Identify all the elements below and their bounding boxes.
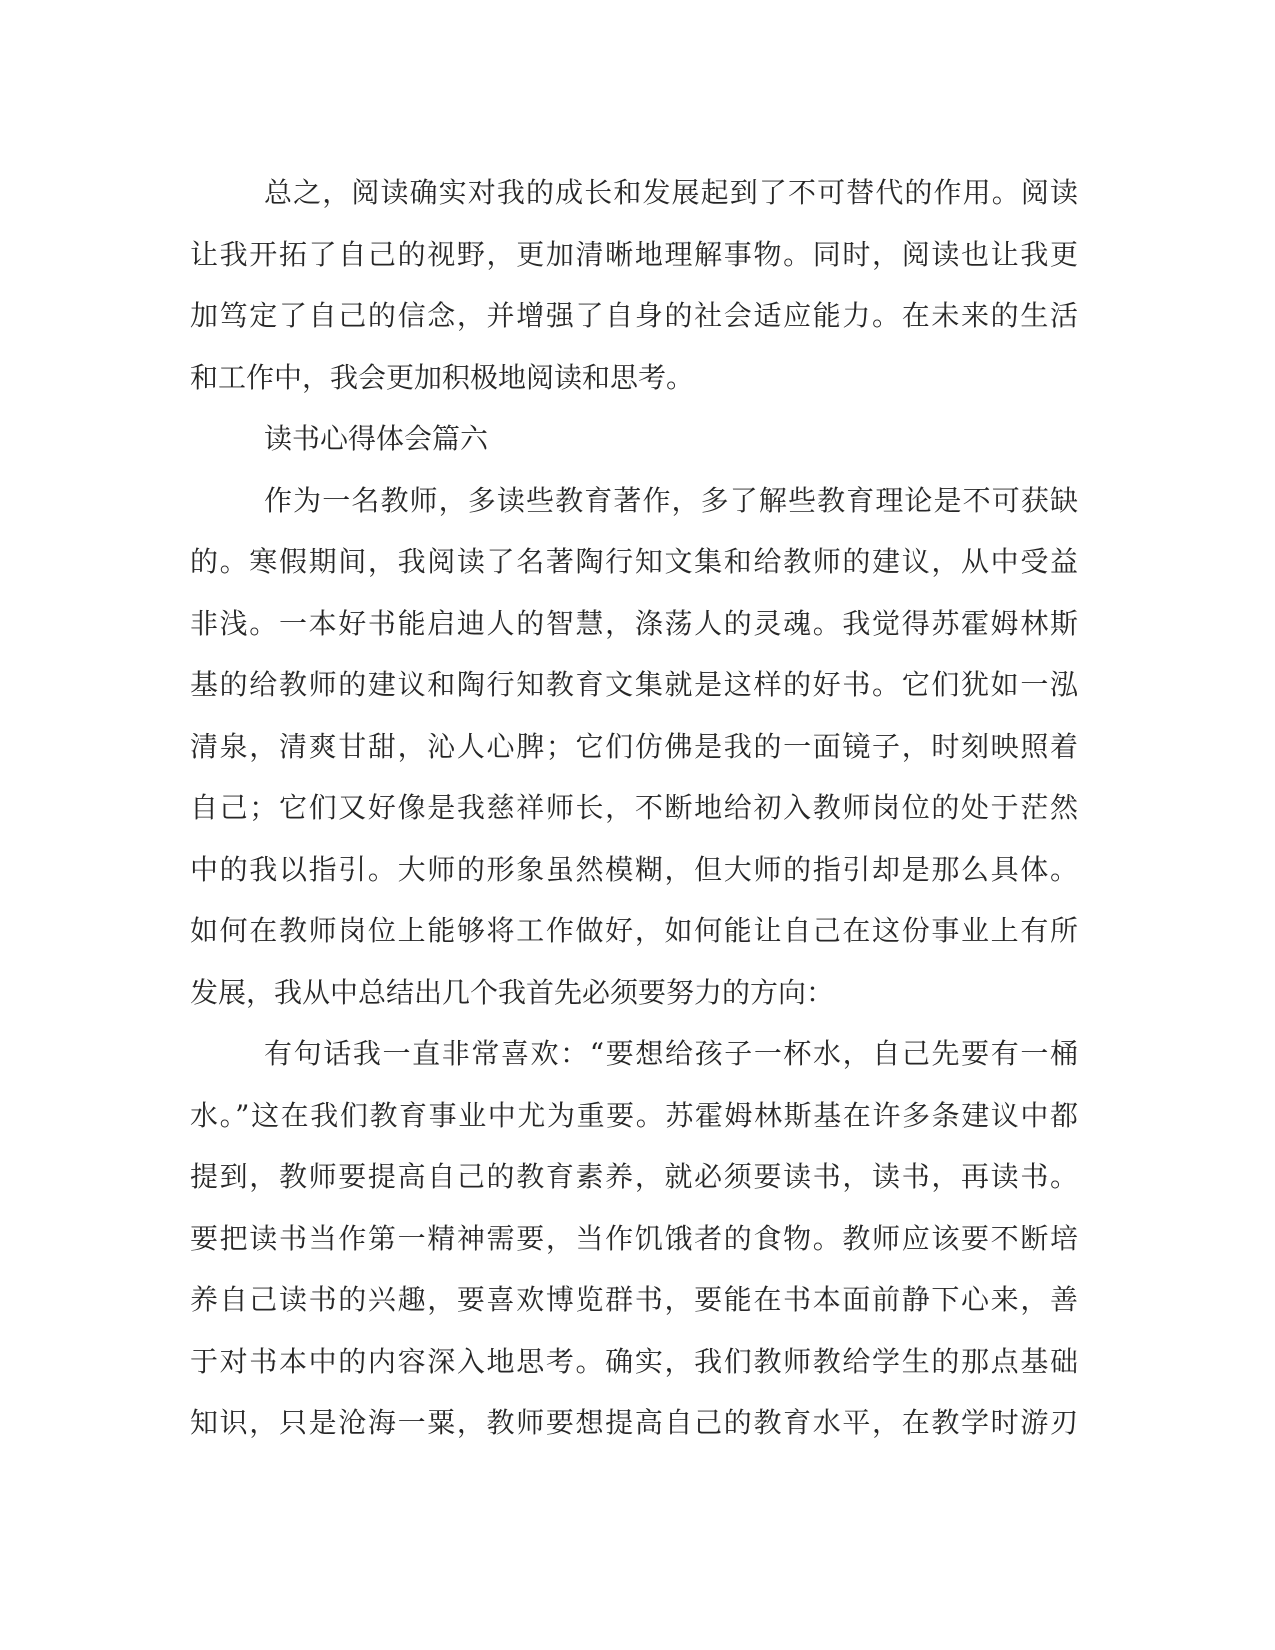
text-line: 加笃定了自己的信念，并增强了自身的社会适应能力。在未来的生活: [190, 299, 1078, 332]
text-line: 发展，我从中总结出几个我首先必须要努力的方向：: [190, 975, 835, 1009]
text-line: 非浅。一本好书能启迪人的智慧，涤荡人的灵魂。我觉得苏霍姆林斯: [190, 606, 1078, 640]
document-body: [190, 162, 1078, 1454]
text-line: 知识，只是沧海一粟，教师要想提高自己的教育水平，在教学时游刃: [190, 1406, 1078, 1439]
text-line: 养自己读书的兴趣，要喜欢博览群书，要能在书本面前静下心来，善: [190, 1283, 1078, 1316]
text-line: 要把读书当作第一精神需要，当作饥饿者的食物。教师应该要不断培: [190, 1221, 1078, 1255]
heading-text: 读书心得体会篇六: [264, 422, 489, 455]
text-line: 和工作中，我会更加积极地阅读和思考。: [190, 360, 695, 394]
paragraph-bucket-of-water: [190, 1023, 1078, 1454]
text-line: 自己；它们又好像是我慈祥师长，不断地给初入教师岗位的处于茫然: [190, 791, 1078, 824]
text-line: 中的我以指引。大师的形象虽然模糊，但大师的指引却是那么具体。: [190, 852, 1078, 886]
paragraph-teacher-reading: [190, 470, 1078, 1024]
text-line: 让我开拓了自己的视野，更加清晰地理解事物。同时，阅读也让我更: [190, 237, 1078, 271]
text-line: 提到，教师要提高自己的教育素养，就必须要读书，读书，再读书。: [190, 1160, 1078, 1193]
text-line: 于对书本中的内容深入地思考。确实，我们教师教给学生的那点基础: [190, 1344, 1078, 1378]
text-line: 作为一名教师，多读些教育著作，多了解些教育理论是不可获缺: [264, 483, 1078, 517]
text-line: 有句话我一直非常喜欢：“要想给孩子一杯水，自己先要有一桶: [264, 1037, 1078, 1070]
paragraph-summary: [190, 162, 1078, 408]
text-line: 如何在教师岗位上能够将工作做好，如何能让自己在这份事业上有所: [190, 914, 1078, 947]
text-line: 总之，阅读确实对我的成长和发展起到了不可替代的作用。阅读: [264, 176, 1078, 209]
text-line: 的。寒假期间，我阅读了名著陶行知文集和给教师的建议，从中受益: [190, 545, 1078, 578]
text-line: 水。”这在我们教育事业中尤为重要。苏霍姆林斯基在许多条建议中都: [190, 1098, 1078, 1132]
text-line: 基的给教师的建议和陶行知教育文集就是这样的好书。它们犹如一泓: [190, 668, 1078, 701]
text-line: 清泉，清爽甘甜，沁人心脾；它们仿佛是我的一面镜子，时刻映照着: [190, 729, 1078, 763]
section-heading: [190, 408, 1078, 470]
